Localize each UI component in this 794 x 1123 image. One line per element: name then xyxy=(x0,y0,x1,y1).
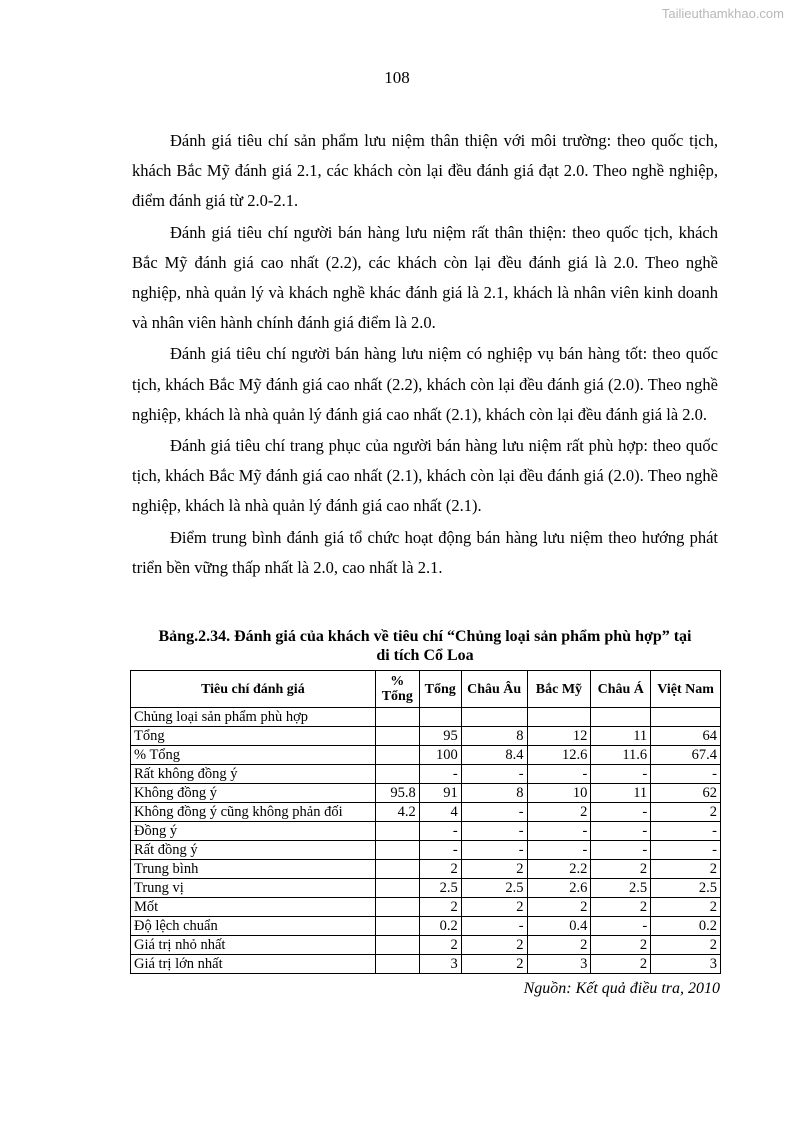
column-header: Châu Á xyxy=(591,671,651,708)
value-cell: - xyxy=(527,765,591,784)
value-cell: - xyxy=(461,917,527,936)
value-cell xyxy=(527,708,591,727)
row-label-cell: Giá trị lớn nhất xyxy=(131,955,376,974)
value-cell: 62 xyxy=(651,784,721,803)
value-cell: 67.4 xyxy=(651,746,721,765)
value-cell: 0.4 xyxy=(527,917,591,936)
paragraph: Đánh giá tiêu chí trang phục của người bán hàng lưu niệm rất phù hợp: theo quốc tịch, khách Bắc Mỹ đánh giá cao nhất (2.1), khách còn lại đều đánh giá (2.0). Theo nghề nghiệp, khách là nhà quản lý đánh giá cao nhất (2.1). xyxy=(132,436,718,516)
table-header-row xyxy=(131,671,721,708)
value-cell: 2 xyxy=(527,936,591,955)
value-cell: 12.6 xyxy=(527,746,591,765)
value-cell: 4.2 xyxy=(375,803,419,822)
table-row xyxy=(131,822,721,841)
column-header: Tiêu chí đánh giá xyxy=(131,671,376,708)
value-cell: 2 xyxy=(527,803,591,822)
row-label-cell: Tổng xyxy=(131,727,376,746)
value-cell xyxy=(375,765,419,784)
value-cell: 2 xyxy=(419,898,461,917)
row-label-cell: Trung bình xyxy=(131,860,376,879)
table-row xyxy=(131,746,721,765)
table-caption xyxy=(128,627,722,665)
value-cell: 2 xyxy=(591,898,651,917)
value-cell: 8 xyxy=(461,784,527,803)
value-cell xyxy=(375,860,419,879)
value-cell: 2 xyxy=(419,860,461,879)
row-label-cell: Trung vị xyxy=(131,879,376,898)
table-row xyxy=(131,708,721,727)
value-cell: 2.2 xyxy=(527,860,591,879)
value-cell: - xyxy=(591,822,651,841)
value-cell: 2.6 xyxy=(527,879,591,898)
row-label-cell: Không đồng ý xyxy=(131,784,376,803)
value-cell: 0.2 xyxy=(651,917,721,936)
value-cell: 2.5 xyxy=(651,879,721,898)
table-row xyxy=(131,765,721,784)
value-cell: - xyxy=(461,822,527,841)
paragraph: Điểm trung bình đánh giá tổ chức hoạt động bán hàng lưu niệm theo hướng phát triển bền vững thấp nhất là 2.0, cao nhất là 2.1. xyxy=(132,527,718,577)
value-cell: 95.8 xyxy=(375,784,419,803)
value-cell: 2 xyxy=(651,803,721,822)
table-body xyxy=(131,708,721,974)
table-row xyxy=(131,727,721,746)
value-cell: 12 xyxy=(527,727,591,746)
value-cell xyxy=(375,898,419,917)
value-cell: - xyxy=(651,841,721,860)
body-text xyxy=(132,126,718,584)
value-cell xyxy=(375,746,419,765)
row-label-cell: Đồng ý xyxy=(131,822,376,841)
table-row xyxy=(131,879,721,898)
column-header: Việt Nam xyxy=(651,671,721,708)
value-cell: - xyxy=(461,803,527,822)
value-cell: - xyxy=(591,765,651,784)
value-cell xyxy=(375,879,419,898)
paragraph: Đánh giá tiêu chí sản phẩm lưu niệm thân thiện với môi trường: theo quốc tịch, khách Bắc Mỹ đánh giá 2.1, các khách còn lại đều đánh giá đạt 2.0. Theo nghề nghiệp, điểm đánh giá từ 2.0-2.1. xyxy=(132,131,718,211)
value-cell: - xyxy=(419,765,461,784)
table-row xyxy=(131,955,721,974)
paragraph: Đánh giá tiêu chí người bán hàng lưu niệm có nghiệp vụ bán hàng tốt: theo quốc tịch, khách Bắc Mỹ đánh giá cao nhất (2.2), khách còn lại đều đánh giá (2.0). Theo nghề nghiệp, khách là nhà quản lý đánh giá cao nhất (2.1), khách còn lại đều đánh giá là 2.0. xyxy=(132,344,718,424)
value-cell: 3 xyxy=(419,955,461,974)
value-cell: 3 xyxy=(527,955,591,974)
table-caption-line: Bảng.2.34. Đánh giá của khách về tiêu chí “Chủng loại sản phẩm phù hợp” tại xyxy=(158,628,692,645)
value-cell xyxy=(375,708,419,727)
value-cell: 2 xyxy=(461,955,527,974)
table-row xyxy=(131,841,721,860)
value-cell xyxy=(375,917,419,936)
value-cell: - xyxy=(527,822,591,841)
row-label-cell: Độ lệch chuẩn xyxy=(131,917,376,936)
column-header: % Tổng xyxy=(375,671,419,708)
row-label-cell: Giá trị nhỏ nhất xyxy=(131,936,376,955)
watermark: Tailieuthamkhao.com xyxy=(661,6,784,21)
value-cell: - xyxy=(591,803,651,822)
paragraph: Đánh giá tiêu chí người bán hàng lưu niệm rất thân thiện: theo quốc tịch, khách Bắc Mỹ đánh giá cao nhất (2.2), các khách còn lại đều đánh giá là 2.0. Theo nghề nghiệp, nhà quản lý và khách nghề khác đánh giá là 2.1, khách là nhân viên kinh doanh và nhân viên hành chính đánh giá điểm là 2.0. xyxy=(132,222,718,333)
value-cell: - xyxy=(651,822,721,841)
value-cell: - xyxy=(527,841,591,860)
column-header: Tổng xyxy=(419,671,461,708)
value-cell: 2.5 xyxy=(419,879,461,898)
value-cell: 64 xyxy=(651,727,721,746)
value-cell: 2 xyxy=(591,936,651,955)
value-cell: 2 xyxy=(461,898,527,917)
value-cell xyxy=(375,955,419,974)
row-label-cell: Chủng loại sản phẩm phù hợp xyxy=(131,708,376,727)
value-cell xyxy=(375,936,419,955)
value-cell: 2 xyxy=(419,936,461,955)
table-row xyxy=(131,917,721,936)
value-cell: 11 xyxy=(591,727,651,746)
value-cell: 3 xyxy=(651,955,721,974)
table-row xyxy=(131,803,721,822)
value-cell xyxy=(461,708,527,727)
value-cell: 91 xyxy=(419,784,461,803)
value-cell xyxy=(651,708,721,727)
value-cell: 2 xyxy=(527,898,591,917)
value-cell: 11 xyxy=(591,784,651,803)
value-cell xyxy=(375,841,419,860)
value-cell: 10 xyxy=(527,784,591,803)
value-cell: 2 xyxy=(461,936,527,955)
value-cell: - xyxy=(651,765,721,784)
row-label-cell: Rất không đồng ý xyxy=(131,765,376,784)
value-cell xyxy=(375,727,419,746)
value-cell: - xyxy=(461,765,527,784)
value-cell: - xyxy=(461,841,527,860)
value-cell: 0.2 xyxy=(419,917,461,936)
value-cell: 2 xyxy=(651,860,721,879)
row-label-cell: % Tổng xyxy=(131,746,376,765)
value-cell: 2 xyxy=(591,955,651,974)
value-cell: 2 xyxy=(651,936,721,955)
column-header: Bắc Mỹ xyxy=(527,671,591,708)
value-cell: 2 xyxy=(461,860,527,879)
table-row xyxy=(131,784,721,803)
value-cell: 8 xyxy=(461,727,527,746)
value-cell: - xyxy=(419,822,461,841)
value-cell: - xyxy=(591,841,651,860)
column-header: Châu Âu xyxy=(461,671,527,708)
table-row xyxy=(131,860,721,879)
value-cell: 11.6 xyxy=(591,746,651,765)
row-label-cell: Mốt xyxy=(131,898,376,917)
value-cell: 4 xyxy=(419,803,461,822)
table-caption-line: di tích Cổ Loa xyxy=(376,647,474,664)
value-cell: 2.5 xyxy=(461,879,527,898)
value-cell: 2 xyxy=(651,898,721,917)
table-row xyxy=(131,936,721,955)
row-label-cell: Rất đồng ý xyxy=(131,841,376,860)
value-cell: 95 xyxy=(419,727,461,746)
page-number: 108 xyxy=(384,68,410,87)
row-label-cell: Không đồng ý cũng không phản đối xyxy=(131,803,376,822)
value-cell: 2.5 xyxy=(591,879,651,898)
data-table xyxy=(130,670,721,974)
table-row xyxy=(131,898,721,917)
value-cell: 2 xyxy=(591,860,651,879)
value-cell: 100 xyxy=(419,746,461,765)
value-cell: - xyxy=(591,917,651,936)
value-cell xyxy=(375,822,419,841)
value-cell: - xyxy=(419,841,461,860)
value-cell xyxy=(591,708,651,727)
value-cell xyxy=(419,708,461,727)
value-cell: 8.4 xyxy=(461,746,527,765)
table-source: Nguồn: Kết quả điều tra, 2010 xyxy=(523,980,720,997)
